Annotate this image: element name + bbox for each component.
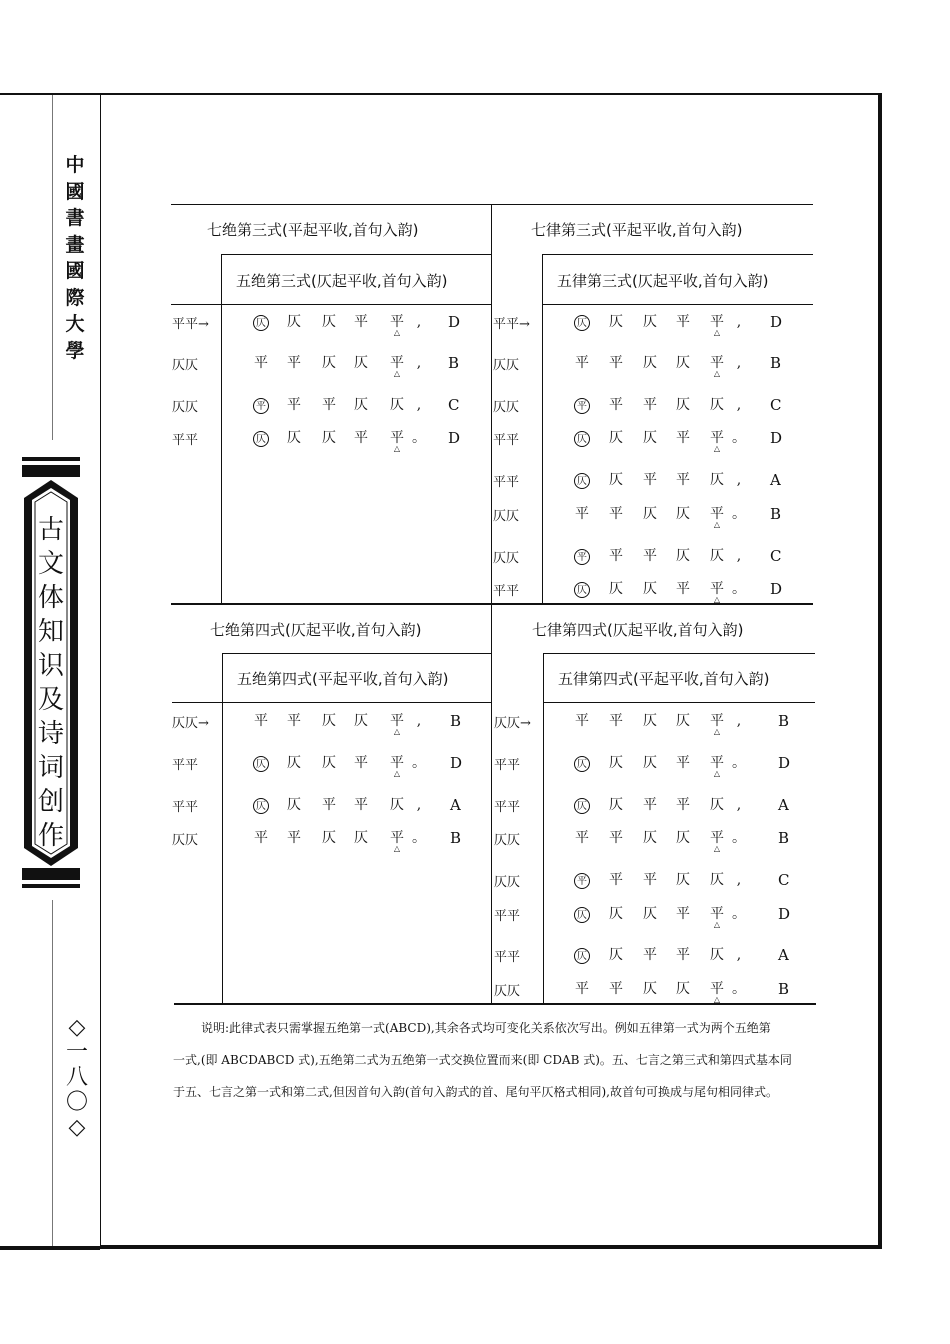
br-prefix: 平平 [494, 800, 521, 815]
tone-char: 平 [676, 947, 690, 963]
tone-char: 仄 [609, 755, 623, 771]
rhyme-triangle: △ [713, 328, 721, 337]
pattern-letter: C [778, 871, 790, 889]
tone-char: 仄 [676, 981, 690, 997]
tone-char [571, 396, 593, 414]
pattern-letter: A [770, 471, 781, 489]
br-prefix: 平平 [494, 758, 521, 773]
pattern-letter: B [778, 829, 790, 847]
tone-char: 平 △ [386, 712, 408, 730]
table-rule [171, 304, 492, 305]
br-prefix: 仄仄→ [494, 716, 531, 731]
tr-prefix: 平平 [493, 433, 520, 448]
table-rule [543, 653, 815, 654]
bl-prefix: 仄仄→ [172, 716, 209, 731]
spine-title-char: 際 [65, 286, 85, 309]
tone-char [250, 754, 272, 772]
bl-prefix: 平平 [172, 800, 199, 815]
tone-char: 仄 [322, 713, 336, 729]
tone-char: 平 [676, 755, 690, 771]
circled-tone: 仄 [574, 798, 590, 814]
top-left-header: 七绝第三式(平起平收,首句入韵) [207, 221, 419, 239]
tone-char: 仄 [676, 355, 690, 371]
tone-char: 仄 [390, 797, 404, 813]
tone-char: 平 [354, 755, 368, 771]
pattern-letter: D [770, 313, 783, 331]
bl-prefix: 平平 [172, 758, 199, 773]
tone-char: 平 [354, 430, 368, 446]
tone-char: 仄 [710, 797, 724, 813]
circled-tone: 仄 [253, 756, 269, 772]
bl-prefix: 仄仄 [172, 833, 199, 848]
tone-char: 平 [354, 797, 368, 813]
punct: 。 [412, 830, 426, 846]
plaque-bar [22, 465, 80, 477]
bottom-right-subheader: 五律第四式(平起平收,首句入韵) [558, 670, 770, 688]
tone-char [250, 796, 272, 814]
rhyme-triangle: △ [393, 444, 401, 453]
rhyme-triangle: △ [393, 727, 401, 736]
table-rule [542, 304, 813, 305]
punct: , [736, 713, 742, 729]
punct: 。 [732, 830, 746, 846]
tone-char: 平 [575, 713, 589, 729]
tone-char: 仄 [643, 981, 657, 997]
tone-char: 仄 [643, 906, 657, 922]
spine-top-rule [0, 93, 100, 95]
tone-char [250, 429, 272, 447]
tone-char: 平 [643, 472, 657, 488]
plaque-bar [22, 868, 80, 880]
rhyme-triangle: △ [393, 369, 401, 378]
note-line: 于五、七言之第一式和第二式,但因首句入韵(首句入韵式的首、尾句平仄格式相同),故首句可换成与尾句相同律式。 [173, 1085, 778, 1099]
circled-tone: 仄 [253, 315, 269, 331]
tone-char: 仄 [287, 314, 301, 330]
tone-char: 仄 [643, 430, 657, 446]
tr-prefix: 仄仄 [493, 509, 520, 524]
tone-char [571, 580, 593, 598]
circled-tone: 仄 [574, 431, 590, 447]
tone-char: 平 [322, 797, 336, 813]
tone-char [571, 946, 593, 964]
table-rule [221, 254, 492, 255]
tone-char: 平 [676, 797, 690, 813]
table-rule [171, 204, 813, 205]
rhyme-triangle: △ [713, 595, 721, 604]
punct: 。 [412, 755, 426, 771]
tone-char: 仄 [609, 947, 623, 963]
tr-prefix: 平平 [493, 475, 520, 490]
tr-prefix: 平平→ [493, 317, 530, 332]
tone-char: 平 △ [706, 505, 728, 523]
tone-char: 平 [643, 947, 657, 963]
tone-char: 仄 [676, 548, 690, 564]
top-left-subheader: 五绝第三式(仄起平收,首句入韵) [236, 272, 448, 290]
circled-tone: 仄 [574, 948, 590, 964]
tone-char: 平 [676, 906, 690, 922]
tone-char: 平 [643, 548, 657, 564]
tl-prefix: 仄仄 [172, 358, 199, 373]
tone-char: 平 [643, 397, 657, 413]
punct: , [736, 548, 742, 564]
punct: 。 [732, 981, 746, 997]
table-rule [543, 702, 815, 703]
tone-char: 平 [575, 506, 589, 522]
spine-title-char: 畫 [65, 233, 85, 256]
table-rule [222, 653, 492, 654]
table-rule [172, 702, 492, 703]
tone-char: 仄 [322, 755, 336, 771]
pattern-letter: B [778, 712, 790, 730]
tone-char: 平 [287, 355, 301, 371]
tone-char: 平 △ [706, 712, 728, 730]
rhyme-triangle: △ [713, 769, 721, 778]
plaque-bar [22, 884, 80, 888]
rhyme-triangle: △ [713, 520, 721, 529]
tone-char: 平 [287, 397, 301, 413]
spine-title-char: 國 [65, 260, 85, 282]
tone-char: 仄 [354, 713, 368, 729]
tone-char: 仄 [710, 872, 724, 888]
punct: , [736, 355, 742, 371]
circled-tone: 仄 [253, 431, 269, 447]
rhyme-triangle: △ [713, 369, 721, 378]
pattern-letter: C [770, 547, 782, 565]
spine-divider-bottom [52, 900, 53, 1246]
punct: , [416, 713, 422, 729]
tone-char: 仄 [643, 713, 657, 729]
tone-char [250, 313, 272, 331]
punct: , [416, 397, 422, 413]
tone-char [571, 871, 593, 889]
tone-char: 平 [676, 581, 690, 597]
table-rule [221, 254, 222, 603]
plaque-bar [22, 457, 80, 461]
pattern-letter: D [448, 313, 461, 331]
table-rule [542, 254, 813, 255]
pattern-letter: B [450, 712, 462, 730]
rhyme-triangle: △ [393, 769, 401, 778]
tone-char: 仄 [676, 830, 690, 846]
spine-title-char: 書 [65, 207, 85, 229]
explanation-notes [173, 1012, 818, 1108]
tone-char: 平 △ [386, 354, 408, 372]
pattern-letter: B [770, 354, 782, 372]
circled-tone: 平 [253, 398, 269, 414]
tone-char: 仄 [354, 830, 368, 846]
spine-title-char: 中 [65, 154, 85, 176]
tone-char: 仄 [676, 713, 690, 729]
tone-char: 平 [575, 355, 589, 371]
tone-char [571, 429, 593, 447]
tone-char: 平 [609, 355, 623, 371]
tone-char: 仄 [287, 797, 301, 813]
tone-char: 仄 [643, 506, 657, 522]
tone-char: 平 [609, 397, 623, 413]
tone-char: 平 △ [386, 429, 408, 447]
bottom-left-header: 七绝第四式(仄起平收,首句入韵) [210, 621, 422, 639]
tone-char: 仄 [609, 906, 623, 922]
tone-char: 平 [609, 830, 623, 846]
tone-char: 仄 [710, 397, 724, 413]
bottom-left-subheader: 五绝第四式(平起平收,首句入韵) [237, 670, 449, 688]
punct: 。 [732, 506, 746, 522]
tone-char: 平 [676, 314, 690, 330]
circled-tone: 仄 [574, 756, 590, 772]
circled-tone: 仄 [253, 798, 269, 814]
circled-tone: 平 [574, 873, 590, 889]
punct: 。 [412, 430, 426, 446]
tone-char: 平 [609, 981, 623, 997]
punct: , [736, 947, 742, 963]
tone-char: 平 [609, 872, 623, 888]
tone-char: 仄 [609, 430, 623, 446]
tone-char: 仄 [643, 355, 657, 371]
punct: , [736, 797, 742, 813]
page-number: ◇ 一 八 〇 ◇ [65, 1015, 88, 1140]
tl-prefix: 仄仄 [172, 400, 199, 415]
punct: , [416, 797, 422, 813]
punct: 。 [732, 906, 746, 922]
punct: , [736, 472, 742, 488]
tone-char: 仄 [643, 830, 657, 846]
tl-prefix: 平平→ [172, 317, 209, 332]
tone-char: 平 △ [706, 313, 728, 331]
tone-char: 平 △ [706, 354, 728, 372]
pattern-letter: D [450, 754, 463, 772]
tone-char: 平 [575, 830, 589, 846]
top-right-header: 七律第三式(平起平收,首句入韵) [531, 221, 743, 239]
circled-tone: 仄 [574, 473, 590, 489]
tone-char [571, 547, 593, 565]
punct: , [736, 872, 742, 888]
pattern-letter: B [778, 980, 790, 998]
tone-char: 平 △ [386, 754, 408, 772]
tr-prefix: 仄仄 [493, 551, 520, 566]
tone-char: 平 [676, 430, 690, 446]
br-prefix: 仄仄 [494, 833, 521, 848]
table-rule [542, 254, 543, 603]
tone-char: 仄 [643, 581, 657, 597]
tone-char: 仄 [609, 797, 623, 813]
tone-char: 平 [254, 830, 268, 846]
pattern-letter: A [450, 796, 461, 814]
note-line: 说明:此律式表只需掌握五绝第一式(ABCD),其余各式均可变化关系依次写出。例如五律第一式为两个五绝第 [201, 1021, 771, 1035]
tone-char [571, 313, 593, 331]
tone-char: 平 [287, 713, 301, 729]
punct: 。 [732, 430, 746, 446]
tone-char [250, 396, 272, 414]
pattern-letter: A [778, 796, 789, 814]
tone-char: 平 [609, 713, 623, 729]
spine-title-char: 學 [65, 339, 85, 362]
tone-char: 平 △ [706, 829, 728, 847]
tone-char: 平 △ [386, 313, 408, 331]
rhyme-triangle: △ [393, 844, 401, 853]
tone-char: 平 [643, 872, 657, 888]
tr-prefix: 仄仄 [493, 400, 520, 415]
punct: , [736, 397, 742, 413]
tone-char: 平 △ [706, 905, 728, 923]
tone-char: 平 [643, 797, 657, 813]
rhyme-triangle: △ [393, 328, 401, 337]
circled-tone: 平 [574, 549, 590, 565]
tr-prefix: 平平 [493, 584, 520, 599]
tone-char: 仄 [710, 947, 724, 963]
br-prefix: 平平 [494, 909, 521, 924]
tone-char: 仄 [643, 314, 657, 330]
br-prefix: 仄仄 [494, 875, 521, 890]
tone-char [571, 905, 593, 923]
tone-char: 仄 [609, 314, 623, 330]
rhyme-triangle: △ [713, 844, 721, 853]
tone-char: 仄 [287, 430, 301, 446]
pattern-letter: D [448, 429, 461, 447]
tone-char: 平 [676, 472, 690, 488]
tone-char: 平 [609, 506, 623, 522]
tone-char: 平 [575, 981, 589, 997]
tone-char: 平 △ [706, 754, 728, 772]
spine-title-char: 大 [65, 313, 85, 335]
circled-tone: 仄 [574, 315, 590, 331]
tone-char: 仄 [390, 397, 404, 413]
br-prefix: 仄仄 [494, 984, 521, 999]
circled-tone: 仄 [574, 582, 590, 598]
pattern-letter: C [448, 396, 460, 414]
tr-prefix: 仄仄 [493, 358, 520, 373]
tone-char: 仄 [710, 548, 724, 564]
punct: , [416, 355, 422, 371]
tone-char: 仄 [354, 397, 368, 413]
table-rule [543, 653, 544, 1003]
tone-char [571, 796, 593, 814]
rhyme-triangle: △ [713, 444, 721, 453]
tone-char: 平 [287, 830, 301, 846]
pattern-letter: A [778, 946, 789, 964]
pattern-letter: D [770, 429, 783, 447]
tone-char: 仄 [676, 872, 690, 888]
rhyme-triangle: △ [713, 920, 721, 929]
tone-char [571, 471, 593, 489]
spine-bottom-rule [0, 1246, 100, 1250]
book-title: 古文体知识及诗词创作 [37, 515, 64, 851]
tone-char: 仄 [676, 506, 690, 522]
tone-char: 仄 [676, 397, 690, 413]
rhyme-triangle: △ [713, 995, 721, 1004]
spine-divider-top [52, 95, 53, 440]
note-line: 一式,(即 ABCDABCD 式),五绝第二式为五绝第一式交换位置而来(即 CDAB 式)。五、七言之第三式和第四式基本同 [173, 1053, 792, 1067]
pattern-letter: D [778, 905, 791, 923]
tl-prefix: 平平 [172, 433, 199, 448]
tone-char: 仄 [710, 472, 724, 488]
tone-char: 平 △ [386, 829, 408, 847]
tone-char: 仄 [643, 755, 657, 771]
circled-tone: 平 [574, 398, 590, 414]
tone-char: 仄 [287, 755, 301, 771]
rhyme-triangle: △ [713, 727, 721, 736]
tone-char: 平 △ [706, 580, 728, 598]
tone-char: 仄 [322, 830, 336, 846]
pattern-letter: C [770, 396, 782, 414]
tone-char: 仄 [609, 472, 623, 488]
pattern-letter: D [770, 580, 783, 598]
punct: 。 [732, 581, 746, 597]
pattern-letter: B [770, 505, 782, 523]
tone-char: 仄 [354, 355, 368, 371]
pattern-letter: D [778, 754, 791, 772]
punct: , [736, 314, 742, 330]
circled-tone: 仄 [574, 907, 590, 923]
tone-char [571, 754, 593, 772]
tone-char: 平 [354, 314, 368, 330]
tone-char: 平 △ [706, 980, 728, 998]
punct: 。 [732, 755, 746, 771]
punct: , [416, 314, 422, 330]
pattern-letter: B [450, 829, 462, 847]
top-right-subheader: 五律第三式(仄起平收,首句入韵) [557, 272, 769, 290]
tone-char: 仄 [322, 430, 336, 446]
tone-char: 平 △ [706, 429, 728, 447]
br-prefix: 平平 [494, 950, 521, 965]
table-rule [222, 653, 223, 1003]
tone-char: 平 [254, 713, 268, 729]
tone-char: 平 [254, 355, 268, 371]
spine-title-char: 國 [65, 180, 85, 203]
tone-char: 平 [609, 548, 623, 564]
tone-char: 平 [322, 397, 336, 413]
tone-char: 仄 [322, 355, 336, 371]
bottom-right-header: 七律第四式(仄起平收,首句入韵) [532, 621, 744, 639]
tone-char: 仄 [609, 581, 623, 597]
pattern-letter: B [448, 354, 460, 372]
tone-char: 仄 [322, 314, 336, 330]
